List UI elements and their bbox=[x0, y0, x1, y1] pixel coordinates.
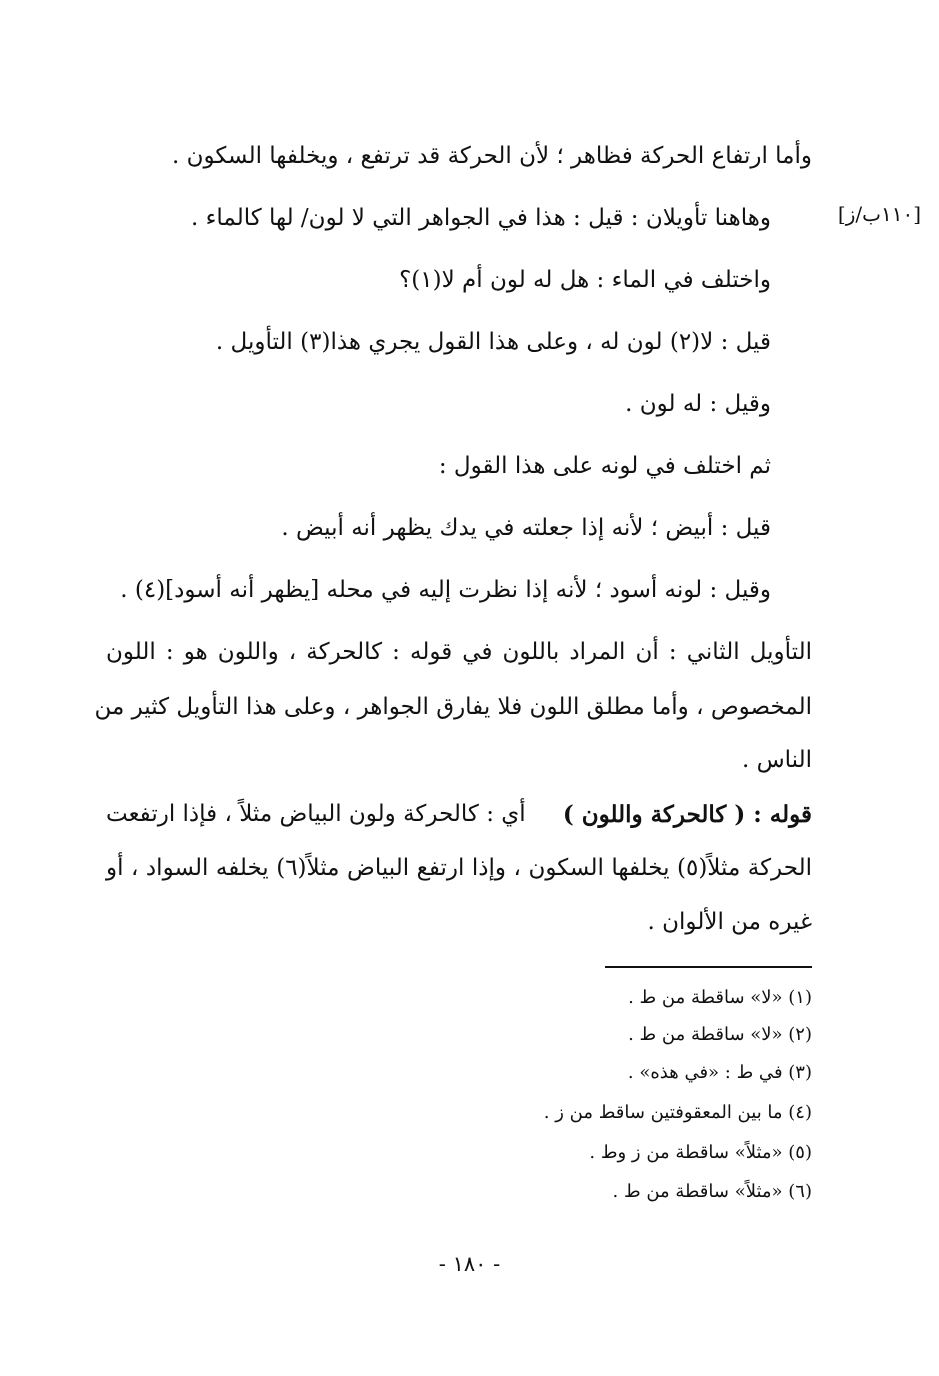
text-line-14: غيره من الألوان . bbox=[647, 909, 812, 935]
manuscript-folio-reference: [١١٠ب/ز] bbox=[837, 202, 921, 226]
footnote-2: (٢) «لا» ساقطة من ط . bbox=[628, 1024, 812, 1045]
footnote-separator bbox=[605, 966, 812, 968]
text-line-1: وأما ارتفاع الحركة فظاهر ؛ لأن الحركة قد ترتفع ، ويخلفها السكون . bbox=[171, 143, 812, 169]
text-line-4: قيل : لا(٢) لون له ، وعلى هذا القول يجري هذا(٣) التأويل . bbox=[215, 329, 771, 355]
text-line-12 bbox=[106, 801, 812, 829]
text-line-3: واختلف في الماء : هل له لون أم لا(١)؟ bbox=[399, 267, 771, 293]
text-line-11: الناس . bbox=[741, 747, 812, 773]
text-line-8: وقيل : لونه أسود ؛ لأنه إذا نظرت إليه في محله [يظهر أنه أسود](٤) . bbox=[120, 577, 771, 603]
text-line-10: المخصوص ، وأما مطلق اللون فلا يفارق الجواهر ، وعلى هذا التأويل كثير من bbox=[94, 694, 812, 720]
text-line-13: الحركة مثلاً(٥) يخلفها السكون ، وإذا ارتفع البياض مثلاً(٦) يخلفه السواد ، أو bbox=[106, 855, 812, 881]
footnote-6: (٦) «مثلاً» ساقطة من ط . bbox=[612, 1181, 812, 1202]
page-number: - ١٨٠ - bbox=[438, 1252, 501, 1276]
text-line-2: وهاهنا تأويلان : قيل : هذا في الجواهر التي لا لون/ لها كالماء . bbox=[190, 205, 771, 231]
bold-lead: قوله : ( كالحركة واللون ) bbox=[562, 801, 812, 828]
text-line-9: التأويل الثاني : أن المراد باللون في قوله : كالحركة ، واللون هو : اللون bbox=[106, 639, 812, 665]
text-line-5: وقيل : له لون . bbox=[625, 391, 771, 417]
text-line-7: قيل : أبيض ؛ لأنه إذا جعلته في يدك يظهر أنه أبيض . bbox=[281, 515, 771, 541]
text-line-6: ثم اختلف في لونه على هذا القول : bbox=[438, 453, 771, 479]
text-line-12-rest: أي : كالحركة ولون البياض مثلاً ، فإذا ارتفعت bbox=[106, 801, 526, 827]
footnote-5: (٥) «مثلاً» ساقطة من ز وط . bbox=[589, 1142, 812, 1163]
footnote-3: (٣) في ط : «في هذه» . bbox=[627, 1062, 812, 1083]
footnote-4: (٤) ما بين المعقوفتين ساقط من ز . bbox=[543, 1102, 812, 1123]
footnote-1: (١) «لا» ساقطة من ط . bbox=[628, 987, 812, 1008]
